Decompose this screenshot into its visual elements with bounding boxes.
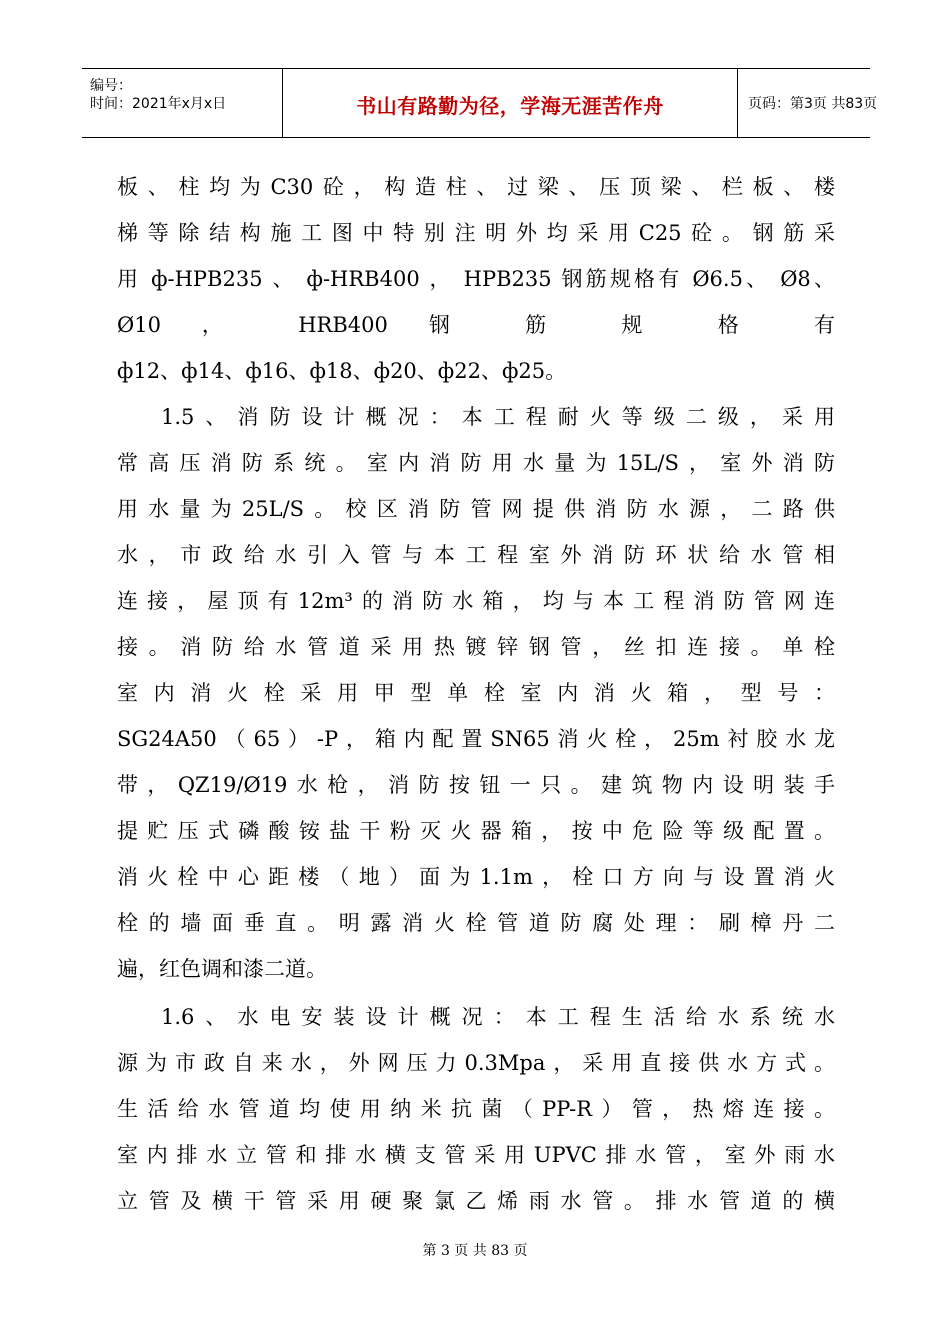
header-motto-cell bbox=[282, 69, 738, 137]
text-line: 连接，屋顶有12m³的消防水箱，均与本工程消防管网连 bbox=[117, 589, 835, 613]
text-line: 源为市政自来水，外网压力0.3Mpa，采用直接供水方式。 bbox=[117, 1051, 835, 1075]
text-line: 用水量为25L/S。校区消防管网提供消防水源，二路供 bbox=[117, 497, 835, 521]
document-number-label: 编号： bbox=[90, 78, 132, 94]
text-line: 室内消火栓采用甲型单栓室内消火箱，型号： bbox=[117, 681, 835, 705]
text-line: 用 ф-HPB235 、 ф-HRB400 ， HPB235 钢筋规格有 Ø6.5、 Ø8、 bbox=[117, 267, 835, 291]
page-header bbox=[82, 68, 878, 138]
text-line: 带，QZ19/Ø19水枪，消防按钮一只。建筑物内设明装手 bbox=[117, 773, 835, 797]
section-heading-line: 1.6、水电安装设计概况：本工程生活给水系统水 bbox=[161, 1005, 835, 1029]
header-page-cell bbox=[738, 69, 878, 137]
text-line: Ø10 ， HRB400 钢 筋 规 格 有 bbox=[117, 313, 835, 337]
document-time-label: 时间：2021年x月x日 bbox=[90, 96, 227, 112]
header-page-number: 页码：第3页 共83页 bbox=[748, 96, 878, 112]
text-line: 遍，红色调和漆二道。 bbox=[117, 957, 327, 981]
section-heading-line: 1.5、消防设计概况：本工程耐火等级二级，采用 bbox=[161, 405, 835, 429]
text-line: 水，市政给水引入管与本工程室外消防环状给水管相 bbox=[117, 543, 835, 567]
header-motto: 书山有路勤为径，学海无涯苦作舟 bbox=[356, 94, 664, 118]
text-line: 生活给水管道均使用纳米抗菌（PP-R）管，热熔连接。 bbox=[117, 1097, 835, 1121]
text-line: 板、柱均为C30砼，构造柱、过梁、压顶梁、栏板、楼 bbox=[117, 175, 835, 199]
text-line: 消火栓中心距楼（地）面为1.1m，栓口方向与设置消火 bbox=[117, 865, 835, 889]
text-line: 接。消防给水管道采用热镀锌钢管，丝扣连接。单栓 bbox=[117, 635, 835, 659]
text-line: 常高压消防系统。室内消防用水量为15L/S，室外消防 bbox=[117, 451, 835, 475]
text-line: ф12、ф14、ф16、ф18、ф20、ф22、ф25。 bbox=[117, 359, 567, 383]
header-meta-cell bbox=[82, 69, 282, 137]
page-footer: 第 3 页 共 83 页 bbox=[422, 1243, 528, 1259]
text-line: 栓的墙面垂直。明露消火栓管道防腐处理：刷樟丹二 bbox=[117, 911, 835, 935]
text-line: 室内排水立管和排水横支管采用UPVC排水管，室外雨水 bbox=[117, 1143, 835, 1167]
text-line: 提贮压式磷酸铵盐干粉灭火器箱，按中危险等级配置。 bbox=[117, 819, 835, 843]
text-line: SG24A50（65）-P，箱内配置SN65消火栓，25m衬胶水龙 bbox=[117, 727, 835, 751]
text-line: 梯等除结构施工图中特别注明外均采用C25砼。钢筋采 bbox=[117, 221, 835, 245]
text-line: 立管及横干管采用硬聚氯乙烯雨水管。排水管道的横 bbox=[117, 1189, 835, 1213]
